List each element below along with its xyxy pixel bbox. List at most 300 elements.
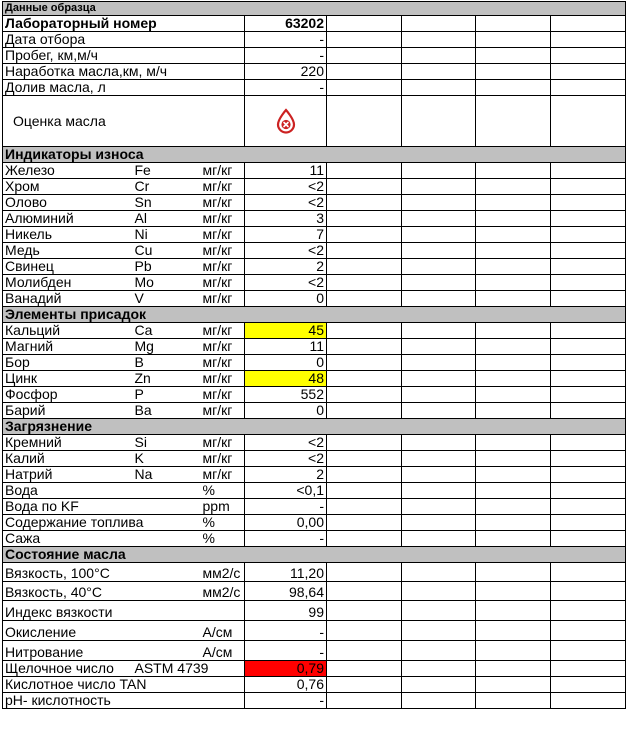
item-unit: мг/кг bbox=[201, 243, 245, 259]
item-value: 2 bbox=[245, 467, 327, 483]
empty-cell bbox=[476, 163, 551, 179]
empty-cell bbox=[402, 323, 476, 339]
item-name: Натрий bbox=[3, 467, 133, 483]
empty-cell bbox=[476, 467, 551, 483]
empty-cell bbox=[327, 693, 402, 709]
empty-cell bbox=[327, 641, 402, 661]
item-name: Вязкость, 40°C bbox=[3, 582, 133, 601]
table-row bbox=[3, 499, 626, 515]
item-name: Алюминий bbox=[3, 211, 133, 227]
item-symbol: Cr bbox=[133, 179, 201, 195]
item-symbol: Ba bbox=[133, 403, 201, 419]
section-fill bbox=[402, 307, 476, 323]
item-name: Щелочное число bbox=[3, 661, 133, 677]
assessment-icon-cell bbox=[245, 96, 327, 147]
empty-cell bbox=[551, 323, 626, 339]
empty-cell bbox=[327, 227, 402, 243]
table-row bbox=[3, 641, 626, 661]
item-name: Барий bbox=[3, 403, 133, 419]
table-row bbox=[3, 243, 626, 259]
empty-cell bbox=[327, 211, 402, 227]
item-symbol: B bbox=[133, 355, 201, 371]
header-title: Данные образца bbox=[3, 2, 626, 16]
empty-cell bbox=[476, 355, 551, 371]
empty-cell bbox=[402, 48, 476, 64]
empty-cell bbox=[327, 403, 402, 419]
section-fill bbox=[327, 307, 402, 323]
empty-cell bbox=[476, 621, 551, 641]
empty-cell bbox=[551, 211, 626, 227]
item-unit: мг/кг bbox=[201, 403, 245, 419]
section-fill bbox=[327, 419, 402, 435]
table-row bbox=[3, 259, 626, 275]
table-row bbox=[3, 371, 626, 387]
item-value: <0,1 bbox=[245, 483, 327, 499]
empty-cell bbox=[327, 531, 402, 547]
item-name: Свинец bbox=[3, 259, 133, 275]
empty-cell bbox=[402, 601, 476, 621]
item-symbol: Si bbox=[133, 435, 201, 451]
empty-cell bbox=[402, 64, 476, 80]
empty-cell bbox=[402, 275, 476, 291]
item-unit: мг/кг bbox=[201, 467, 245, 483]
empty-cell bbox=[402, 16, 476, 32]
table-row bbox=[3, 355, 626, 371]
section-fill bbox=[476, 307, 551, 323]
empty-cell bbox=[402, 211, 476, 227]
empty-cell bbox=[476, 641, 551, 661]
empty-cell bbox=[476, 451, 551, 467]
table-row bbox=[3, 291, 626, 307]
item-name: Нитрование bbox=[3, 641, 133, 661]
empty-cell bbox=[327, 563, 402, 582]
item-symbol bbox=[133, 483, 201, 499]
empty-cell bbox=[551, 243, 626, 259]
empty-cell bbox=[327, 661, 402, 677]
item-unit: A/см bbox=[201, 641, 245, 661]
section-fill bbox=[551, 419, 626, 435]
empty-cell bbox=[402, 451, 476, 467]
table-row bbox=[3, 403, 626, 419]
item-value: 11,20 bbox=[245, 563, 327, 582]
table-row bbox=[3, 179, 626, 195]
item-name: Молибден bbox=[3, 275, 133, 291]
item-value: <2 bbox=[245, 179, 327, 195]
empty-cell bbox=[551, 582, 626, 601]
item-symbol bbox=[133, 563, 201, 582]
empty-cell bbox=[402, 243, 476, 259]
section-header-wear bbox=[3, 147, 626, 163]
empty-cell bbox=[402, 96, 476, 147]
item-unit: мг/кг bbox=[201, 355, 245, 371]
empty-cell bbox=[476, 483, 551, 499]
empty-cell bbox=[327, 323, 402, 339]
empty-cell bbox=[402, 483, 476, 499]
item-unit: % bbox=[201, 483, 245, 499]
empty-cell bbox=[551, 693, 626, 709]
empty-cell bbox=[476, 693, 551, 709]
empty-cell bbox=[402, 467, 476, 483]
item-name: Индекс вязкости bbox=[3, 601, 133, 621]
empty-cell bbox=[551, 403, 626, 419]
item-symbol bbox=[133, 531, 201, 547]
lab-number-label: Лабораторный номер bbox=[3, 16, 245, 32]
empty-cell bbox=[476, 515, 551, 531]
item-value: <2 bbox=[245, 275, 327, 291]
section-fill bbox=[476, 547, 551, 563]
item-symbol: Ca bbox=[133, 323, 201, 339]
item-value: 0 bbox=[245, 355, 327, 371]
item-symbol: Al bbox=[133, 211, 201, 227]
item-symbol bbox=[133, 601, 201, 621]
section-title: Индикаторы износа bbox=[3, 147, 245, 163]
item-value: - bbox=[245, 531, 327, 547]
table-row bbox=[3, 451, 626, 467]
table-row bbox=[3, 323, 626, 339]
item-value: 11 bbox=[245, 163, 327, 179]
empty-cell bbox=[402, 661, 476, 677]
item-name: Кремний bbox=[3, 435, 133, 451]
table-row bbox=[3, 531, 626, 547]
section-header-condition bbox=[3, 547, 626, 563]
item-name: Вязкость, 100°C bbox=[3, 563, 133, 582]
section-fill bbox=[245, 307, 327, 323]
sample-label: Долив масла, л bbox=[3, 80, 245, 96]
item-value: 99 bbox=[245, 601, 327, 621]
item-unit: % bbox=[201, 515, 245, 531]
item-symbol: Cu bbox=[133, 243, 201, 259]
empty-cell bbox=[476, 677, 551, 693]
section-fill bbox=[245, 547, 327, 563]
item-value: 552 bbox=[245, 387, 327, 403]
empty-cell bbox=[327, 291, 402, 307]
table-row bbox=[3, 163, 626, 179]
empty-cell bbox=[476, 243, 551, 259]
section-fill bbox=[245, 147, 327, 163]
table-row bbox=[3, 387, 626, 403]
item-unit: мг/кг bbox=[201, 371, 245, 387]
empty-cell bbox=[327, 195, 402, 211]
empty-cell bbox=[476, 387, 551, 403]
empty-cell bbox=[402, 515, 476, 531]
empty-cell bbox=[551, 355, 626, 371]
item-value: 0,79 bbox=[245, 661, 327, 677]
item-unit: мг/кг bbox=[201, 451, 245, 467]
empty-cell bbox=[551, 661, 626, 677]
empty-cell bbox=[551, 195, 626, 211]
empty-cell bbox=[327, 601, 402, 621]
header-row bbox=[3, 2, 626, 16]
section-fill bbox=[476, 419, 551, 435]
empty-cell bbox=[551, 16, 626, 32]
item-name: Кислотное число TAN bbox=[3, 677, 133, 693]
item-value: - bbox=[245, 621, 327, 641]
empty-cell bbox=[551, 96, 626, 147]
empty-cell bbox=[327, 621, 402, 641]
empty-cell bbox=[476, 403, 551, 419]
empty-cell bbox=[551, 435, 626, 451]
table-row bbox=[3, 195, 626, 211]
empty-cell bbox=[402, 32, 476, 48]
item-name: Окисление bbox=[3, 621, 133, 641]
empty-cell bbox=[476, 339, 551, 355]
empty-cell bbox=[551, 563, 626, 582]
empty-cell bbox=[551, 387, 626, 403]
empty-cell bbox=[327, 32, 402, 48]
empty-cell bbox=[476, 64, 551, 80]
empty-cell bbox=[551, 641, 626, 661]
empty-cell bbox=[327, 16, 402, 32]
empty-cell bbox=[402, 531, 476, 547]
empty-cell bbox=[402, 179, 476, 195]
section-fill bbox=[476, 147, 551, 163]
item-unit bbox=[201, 693, 245, 709]
assessment-label-text: Оценка масла bbox=[13, 112, 106, 129]
empty-cell bbox=[327, 275, 402, 291]
empty-cell bbox=[476, 32, 551, 48]
empty-cell bbox=[476, 179, 551, 195]
empty-cell bbox=[327, 163, 402, 179]
empty-cell bbox=[476, 371, 551, 387]
section-fill bbox=[551, 547, 626, 563]
empty-cell bbox=[551, 163, 626, 179]
empty-cell bbox=[476, 563, 551, 582]
item-symbol: ASTM 4739 bbox=[134, 660, 209, 676]
empty-cell bbox=[402, 163, 476, 179]
empty-cell bbox=[327, 48, 402, 64]
empty-cell bbox=[551, 275, 626, 291]
empty-cell bbox=[476, 96, 551, 147]
item-unit: мг/кг bbox=[201, 339, 245, 355]
item-symbol: Mg bbox=[133, 339, 201, 355]
empty-cell bbox=[327, 96, 402, 147]
empty-cell bbox=[476, 291, 551, 307]
section-fill bbox=[245, 419, 327, 435]
empty-cell bbox=[476, 531, 551, 547]
empty-cell bbox=[327, 259, 402, 275]
empty-cell bbox=[476, 80, 551, 96]
empty-cell bbox=[551, 80, 626, 96]
empty-cell bbox=[476, 275, 551, 291]
section-header-additives bbox=[3, 307, 626, 323]
table-row bbox=[3, 677, 626, 693]
item-symbol: Ni bbox=[133, 227, 201, 243]
section-title: Состояние масла bbox=[3, 547, 245, 563]
item-unit: мг/кг bbox=[201, 179, 245, 195]
empty-cell bbox=[327, 243, 402, 259]
item-symbol: K bbox=[133, 451, 201, 467]
empty-cell bbox=[551, 601, 626, 621]
item-value: 0,76 bbox=[245, 677, 327, 693]
empty-cell bbox=[402, 499, 476, 515]
section-fill bbox=[327, 547, 402, 563]
item-unit: мг/кг bbox=[201, 195, 245, 211]
sample-value: - bbox=[245, 32, 327, 48]
item-value: 48 bbox=[245, 371, 327, 387]
empty-cell bbox=[476, 323, 551, 339]
empty-cell bbox=[551, 179, 626, 195]
empty-cell bbox=[551, 48, 626, 64]
table-row bbox=[3, 563, 626, 582]
sample-row bbox=[3, 48, 626, 64]
item-unit bbox=[201, 601, 245, 621]
section-fill bbox=[551, 147, 626, 163]
empty-cell bbox=[476, 227, 551, 243]
item-unit: мг/кг bbox=[201, 259, 245, 275]
empty-cell bbox=[327, 467, 402, 483]
empty-cell bbox=[402, 582, 476, 601]
empty-cell bbox=[327, 64, 402, 80]
empty-cell bbox=[402, 339, 476, 355]
empty-cell bbox=[476, 259, 551, 275]
section-header-contamination bbox=[3, 419, 626, 435]
empty-cell bbox=[551, 677, 626, 693]
empty-cell bbox=[402, 355, 476, 371]
item-name: Олово bbox=[3, 195, 133, 211]
section-fill bbox=[551, 307, 626, 323]
empty-cell bbox=[402, 563, 476, 582]
empty-cell bbox=[551, 499, 626, 515]
assessment-label bbox=[3, 96, 245, 147]
empty-cell bbox=[402, 291, 476, 307]
empty-cell bbox=[551, 227, 626, 243]
empty-cell bbox=[327, 387, 402, 403]
section-fill bbox=[327, 147, 402, 163]
empty-cell bbox=[476, 211, 551, 227]
section-fill bbox=[402, 419, 476, 435]
empty-cell bbox=[402, 80, 476, 96]
sample-label: Пробег, км,м/ч bbox=[3, 48, 245, 64]
table-row bbox=[3, 227, 626, 243]
empty-cell bbox=[327, 582, 402, 601]
item-symbol bbox=[133, 499, 201, 515]
item-unit: мг/кг bbox=[201, 275, 245, 291]
assessment-row bbox=[3, 96, 626, 147]
table-row bbox=[3, 661, 626, 677]
item-symbol: Pb bbox=[133, 259, 201, 275]
item-value: 0 bbox=[245, 403, 327, 419]
item-unit bbox=[201, 677, 245, 693]
oil-analysis-table bbox=[2, 1, 626, 709]
item-value: 7 bbox=[245, 227, 327, 243]
table-row bbox=[3, 601, 626, 621]
empty-cell bbox=[551, 451, 626, 467]
item-name: Вода bbox=[3, 483, 133, 499]
lab-number-row bbox=[3, 16, 626, 32]
empty-cell bbox=[402, 693, 476, 709]
item-symbol bbox=[133, 641, 201, 661]
empty-cell bbox=[402, 387, 476, 403]
empty-cell bbox=[327, 435, 402, 451]
item-value: 45 bbox=[245, 323, 327, 339]
item-name: Вода по KF bbox=[3, 499, 133, 515]
empty-cell bbox=[476, 661, 551, 677]
item-unit: мг/кг bbox=[201, 435, 245, 451]
empty-cell bbox=[551, 259, 626, 275]
table-row bbox=[3, 467, 626, 483]
empty-cell bbox=[327, 677, 402, 693]
item-value: <2 bbox=[245, 195, 327, 211]
item-name: pH- кислотность bbox=[3, 693, 133, 709]
item-symbol: P bbox=[133, 387, 201, 403]
empty-cell bbox=[551, 371, 626, 387]
empty-cell bbox=[476, 601, 551, 621]
item-name: Бор bbox=[3, 355, 133, 371]
table-row bbox=[3, 211, 626, 227]
empty-cell bbox=[402, 195, 476, 211]
lab-number-value: 63202 bbox=[245, 16, 327, 32]
item-name: Кальций bbox=[3, 323, 133, 339]
empty-cell bbox=[476, 499, 551, 515]
table-row bbox=[3, 339, 626, 355]
item-unit: мг/кг bbox=[201, 211, 245, 227]
sample-label: Дата отбора bbox=[3, 32, 245, 48]
section-fill bbox=[402, 547, 476, 563]
item-unit: мг/кг bbox=[201, 163, 245, 179]
empty-cell bbox=[402, 641, 476, 661]
empty-cell bbox=[402, 227, 476, 243]
empty-cell bbox=[551, 621, 626, 641]
item-unit: мг/кг bbox=[201, 323, 245, 339]
empty-cell bbox=[551, 483, 626, 499]
item-name: Медь bbox=[3, 243, 133, 259]
item-unit: мг/кг bbox=[201, 291, 245, 307]
item-name: Содержание топлива bbox=[3, 515, 133, 531]
oil-drop-warning-icon bbox=[273, 108, 299, 134]
empty-cell bbox=[551, 64, 626, 80]
table-row bbox=[3, 621, 626, 641]
item-unit: мг/кг bbox=[201, 227, 245, 243]
item-symbol: Zn bbox=[133, 371, 201, 387]
item-unit: мм2/с bbox=[201, 582, 245, 601]
empty-cell bbox=[402, 677, 476, 693]
item-value: 3 bbox=[245, 211, 327, 227]
empty-cell bbox=[476, 195, 551, 211]
empty-cell bbox=[551, 467, 626, 483]
table-row bbox=[3, 693, 626, 709]
empty-cell bbox=[327, 483, 402, 499]
empty-cell bbox=[327, 179, 402, 195]
item-symbol: Mo bbox=[133, 275, 201, 291]
item-value: 2 bbox=[245, 259, 327, 275]
empty-cell bbox=[476, 16, 551, 32]
empty-cell bbox=[327, 371, 402, 387]
table-row bbox=[3, 515, 626, 531]
item-symbol bbox=[133, 693, 201, 709]
empty-cell bbox=[551, 515, 626, 531]
item-name: Сажа bbox=[3, 531, 133, 547]
section-title: Элементы присадок bbox=[3, 307, 245, 323]
sample-row bbox=[3, 32, 626, 48]
empty-cell bbox=[551, 32, 626, 48]
empty-cell bbox=[402, 435, 476, 451]
item-symbol bbox=[133, 621, 201, 641]
item-symbol: Na bbox=[133, 467, 201, 483]
empty-cell bbox=[327, 499, 402, 515]
empty-cell bbox=[327, 80, 402, 96]
empty-cell bbox=[327, 451, 402, 467]
item-value: - bbox=[245, 641, 327, 661]
item-value: - bbox=[245, 693, 327, 709]
sample-row bbox=[3, 80, 626, 96]
item-value: 0 bbox=[245, 291, 327, 307]
empty-cell bbox=[402, 371, 476, 387]
item-symbol: Fe bbox=[133, 163, 201, 179]
empty-cell bbox=[551, 531, 626, 547]
item-name: Никель bbox=[3, 227, 133, 243]
item-symbol bbox=[133, 582, 201, 601]
sample-value: - bbox=[245, 48, 327, 64]
